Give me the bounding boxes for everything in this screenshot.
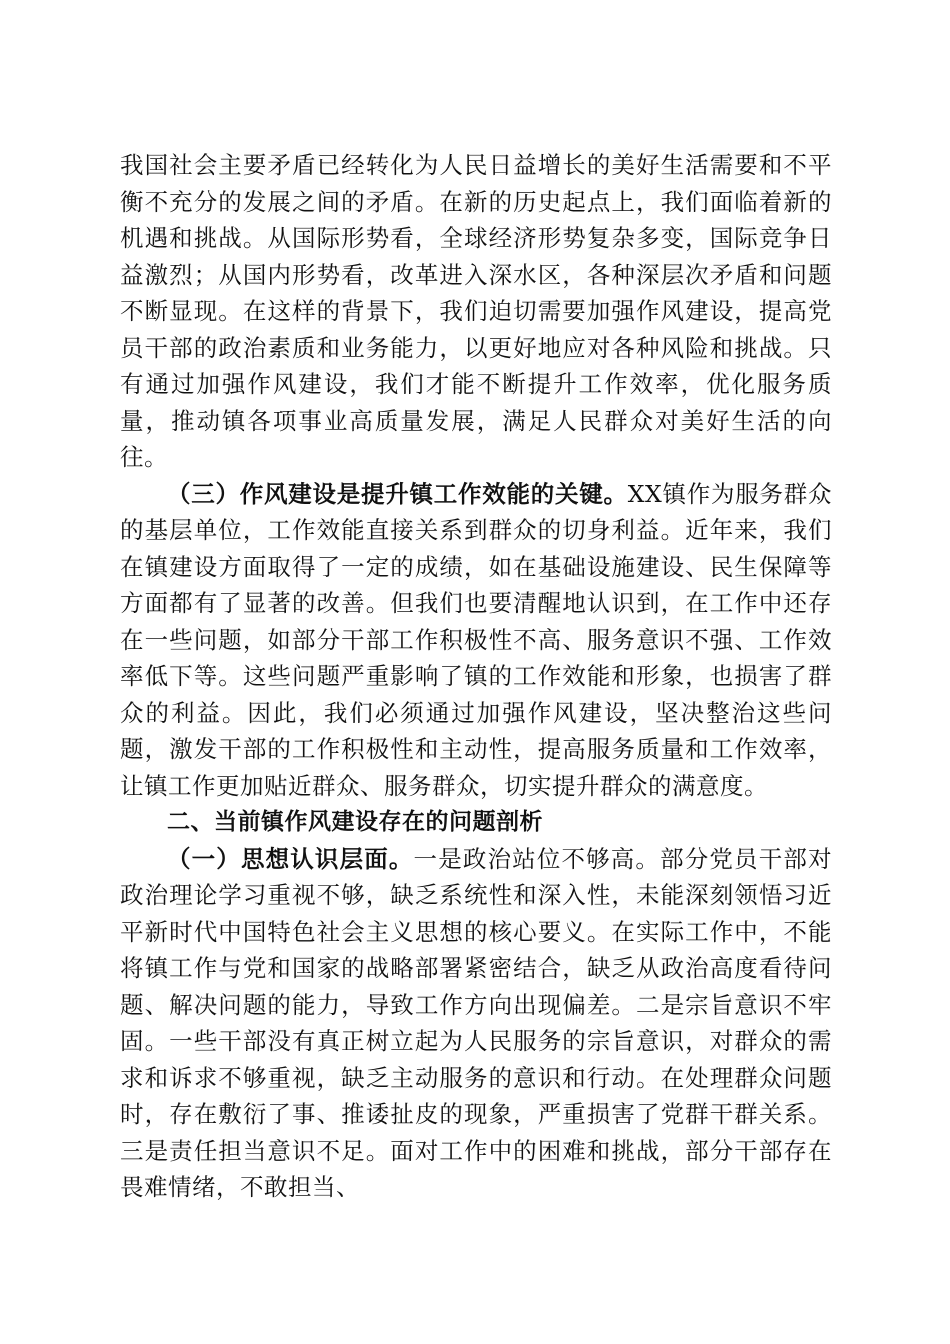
subsection-1-body: 一是政治站位不够高。部分党员干部对政治理论学习重视不够，缺乏系统性和深入性，未能深刻领悟习近平新时代中国特色社会主义思想的核心要义。在实际工作中，不能将镇工作与党和国家的战略部署紧密结合，缺乏从政治高度看待问题、解决问题的能力，导致工作方向出现偏差。二是宗旨意识不牢固。一些干部没有真正树立起为人民服务的宗旨意识，对群众的需求和诉求不够重视，缺乏主动服务的意识和行动。在处理群众问题时，存在敷衍了事、推诿扯皮的现象，严重损害了党群干群关系。三是责任担当意识不足。面对工作中的困难和挑战，部分干部存在畏难情绪，不敢担当、 — [120, 844, 833, 1201]
paragraph-2 — [120, 476, 832, 805]
section-heading-2: 二、当前镇作风建设存在的问题剖析 — [167, 809, 543, 835]
section-3-body: XX镇作为服务群众的基层单位，工作效能直接关系到群众的切身利益。近年来，我们在镇建设方面取得了一定的成绩，如在基础设施建设、民生保障等方面都有了显著的改善。但我们也要清醒地认识到，在工作中还存在一些问题，如部分干部工作积极性不高、服务意识不强、工作效率低下等。这些问题严重影响了镇的工作效能和形象，也损害了群众的利益。因此，我们必须通过加强作风建设，坚决整治这些问题，激发干部的工作积极性和主动性，提高服务质量和工作效率，让镇工作更加贴近群众、服务群众，切实提升群众的满意度。 — [120, 479, 832, 800]
paragraph-3 — [120, 841, 832, 1206]
document-page — [120, 147, 832, 1206]
subsection-1-lead: （一）思想认识层面。 — [167, 844, 414, 873]
section-3-lead: （三）作风建设是提升镇工作效能的关键。 — [167, 479, 628, 508]
paragraph-1: 我国社会主要矛盾已经转化为人民日益增长的美好生活需要和不平衡不充分的发展之间的矛盾。在新的历史起点上，我们面临着新的机遇和挑战。从国际形势看，全球经济形势复杂多变，国际竞争日益激烈；从国内形势看，改革进入深水区，各种深层次矛盾和问题不断显现。在这样的背景下，我们迫切需要加强作风建设，提高党员干部的政治素质和业务能力，以更好地应对各种风险和挑战。只有通过加强作风建设，我们才能不断提升工作效率，优化服务质量，推动镇各项事业高质量发展，满足人民群众对美好生活的向往。 — [120, 151, 832, 471]
